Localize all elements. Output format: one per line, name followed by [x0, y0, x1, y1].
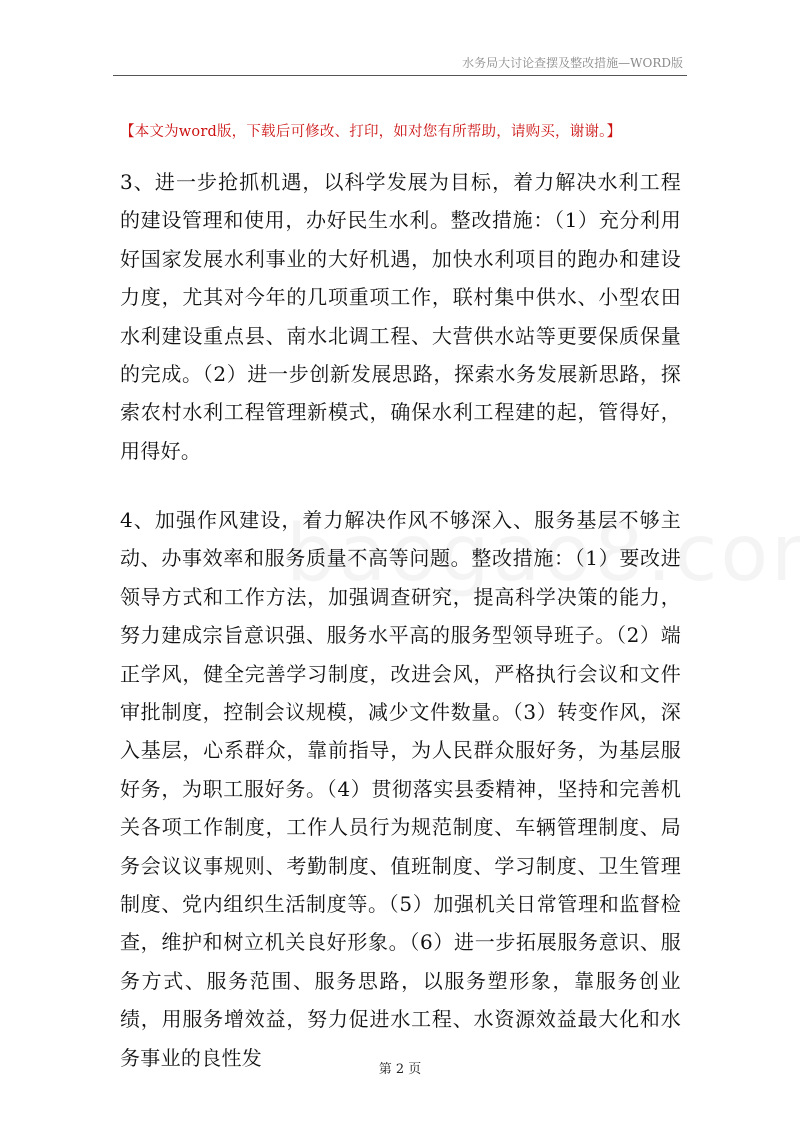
- paragraph-item-3: 3、进一步抢抓机遇，以科学发展为目标，着力解决水利工程的建设管理和使用，办好民生水利。整改措施：（1）充分利用好国家发展水利事业的大好机遇，加快水利项目的跑办和建设力度，尤其对今年的几项重项工作，联村集中供水、小型农田水利建设重点县、南水北调工程、大营供水站等更要保质保量的完成。（2）进一步创新发展思路，探索水务发展新思路，探索农村水利工程管理新模式，确保水利工程建的起，管得好，用得好。: [120, 170, 681, 463]
- document-title: 水务局大讨论查摆及整改措施—WORD版: [462, 56, 683, 70]
- page-header: [113, 50, 687, 76]
- download-notice: 【本文为word版，下载后可修改、打印，如对您有所帮助，请购买，谢谢。】: [120, 124, 622, 140]
- paragraph-item-4: 4、加强作风建设，着力解决作风不够深入、服务基层不够主动、办事效率和服务质量不高等问题。整改措施：（1）要改进领导方式和工作方法，加强调查研究，提高科学决策的能力，努力建成宗旨意识强、服务水平高的服务型领导班子。（2）端正学风，健全完善学习制度，改进会风，严格执行会议和文件审批制度，控制会议规模，减少文件数量。（3）转变作风，深入基层，心系群众，靠前指导，为人民群众服好务，为基层服好务，为职工服好务。（4）贯彻落实县委精神，坚持和完善机关各项工作制度，工作人员行为规范制度、车辆管理制度、局务会议议事规则、考勤制度、值班制度、学习制度、卫生管理制度、党内组织生活制度等。（5）加强机关日常管理和监督检查，维护和树立机关良好形象。（6）进一步拓展服务意识、服务方式、服务范围、服务思路，以服务塑形象，靠服务创业绩，用服务增效益，努力促进水工程、水资源效益最大化和水务事业的良性发: [120, 508, 681, 1070]
- page-number: 第 2 页: [378, 1062, 422, 1077]
